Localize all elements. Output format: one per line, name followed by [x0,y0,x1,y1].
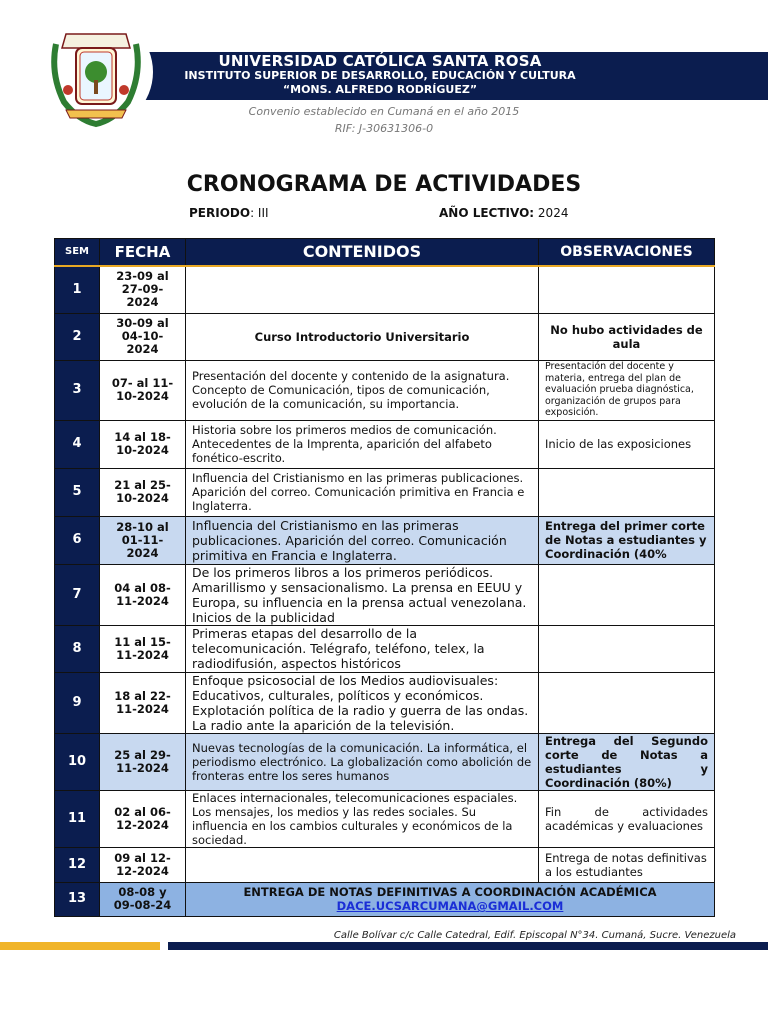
obs-cell [539,266,715,313]
sem-cell: 13 [55,882,100,916]
table-row [55,733,715,790]
table-header-row [55,239,715,267]
sem-cell: 8 [55,625,100,672]
contenido-cell: Curso Introductorio Universitario [186,313,539,360]
institute-name: INSTITUTO SUPERIOR DE DESARROLLO, EDUCACIÓN Y CULTURA [184,69,576,82]
obs-cell: Fin de actividades académicas y evaluaciones [539,790,715,847]
sem-cell: 2 [55,313,100,360]
fecha-cell: 18 al 22-11-2024 [100,672,186,733]
contenido-cell: De los primeros libros a los primeros periódicos. Amarillismo y sensacionalismo. La prensa en EEUU y Europa, su influencia en la prensa actual venezolana. Inicios de la publicidad [186,564,539,625]
obs-cell: Entrega del primer corte de Notas a estudiantes y Coordinación (40% [539,516,715,564]
ano-value: 2024 [537,206,569,220]
obs-cell [539,672,715,733]
table-row [55,468,715,516]
obs-cell [539,564,715,625]
university-seal-logo [38,14,154,130]
fecha-cell: 11 al 15-11-2024 [100,625,186,672]
sem-cell: 4 [55,420,100,468]
header-observaciones: OBSERVACIONES [539,239,715,267]
table-row [55,672,715,733]
institute-honoree: “MONS. ALFREDO RODRÍGUEZ” [282,83,478,96]
fecha-cell: 08-08 y 09-08-24 [100,882,186,916]
contenido-cell: Historia sobre los primeros medios de comunicación. Antecedentes de la Imprenta, aparición del alfabeto fonético-escrito. [186,420,539,468]
final-delivery-text: ENTREGA DE NOTAS DEFINITIVAS A COORDINACIÓN ACADÉMICA [243,885,657,899]
table-row [55,847,715,882]
obs-cell: Entrega del Segundo corte de Notas a estudiantes y Coordinación (80%) [539,733,715,790]
sem-cell: 3 [55,360,100,420]
fecha-cell: 09 al 12-12-2024 [100,847,186,882]
footer-address: Calle Bolívar c/c Calle Catedral, Edif. Episcopal N°34. Cumaná, Sucre. Venezuela [333,930,736,941]
table-row [55,625,715,672]
contenido-cell [186,847,539,882]
dace-email-link[interactable]: DACE.UCSARCUMANA@GMAIL.COM [336,899,564,913]
fecha-cell: 28-10 al 01-11-2024 [100,516,186,564]
contenido-cell: Presentación del docente y contenido de la asignatura. Concepto de Comunicación, tipos de comunicación, evolución de la comunicación, su importancia. [186,360,539,420]
table-row [55,266,715,313]
header-sem: SEM [55,239,100,267]
document-title: CRONOGRAMA DE ACTIVIDADES [186,172,582,197]
fecha-cell: 07- al 11-10-2024 [100,360,186,420]
obs-cell [539,468,715,516]
sem-cell: 5 [55,468,100,516]
fecha-cell: 04 al 08-11-2024 [100,564,186,625]
table-row [55,516,715,564]
sem-cell: 6 [55,516,100,564]
header-contenidos: CONTENIDOS [186,239,539,267]
sem-cell: 10 [55,733,100,790]
periodo-value: : III [250,206,269,220]
sem-cell: 1 [55,266,100,313]
sem-cell: 9 [55,672,100,733]
contenido-cell: Influencia del Cristianismo en las primeras publicaciones. Aparición del correo. Comunicación primitiva en Francia e Inglaterra. [186,468,539,516]
table-row [55,564,715,625]
rif-text: RIF: J-30631306-0 [334,122,434,135]
footer-gold-bar [0,942,160,950]
table-row [55,882,715,916]
fecha-cell: 21 al 25-10-2024 [100,468,186,516]
contenido-cell [186,266,539,313]
final-delivery-cell [186,882,715,916]
contenido-cell: Primeras etapas del desarrollo de la telecomunicación. Telégrafo, teléfono, telex, la radiodifusión, aspectos históricos [186,625,539,672]
contenido-cell: Enlaces internacionales, telecomunicaciones espaciales. Los mensajes, los medios y las redes sociales. Su influencia en los cambios culturales y económicos de la sociedad. [186,790,539,847]
fecha-cell: 02 al 06-12-2024 [100,790,186,847]
obs-cell: Entrega de notas definitivas a los estudiantes [539,847,715,882]
fecha-cell: 14 al 18-10-2024 [100,420,186,468]
table-row [55,790,715,847]
fecha-cell: 23-09 al 27-09-2024 [100,266,186,313]
ano-lectivo [439,206,568,220]
ano-label: AÑO LECTIVO: [439,206,535,220]
fecha-cell: 30-09 al 04-10-2024 [100,313,186,360]
contenido-cell: Influencia del Cristianismo en las primeras publicaciones. Aparición del correo. Comunicación primitiva en Francia e Inglaterra. [186,516,539,564]
header-fecha: FECHA [100,239,186,267]
sem-cell: 12 [55,847,100,882]
sem-cell: 7 [55,564,100,625]
obs-cell: Presentación del docente y materia, entrega del plan de evaluación prueba diagnóstica, organización de grupos para exposición. [539,360,715,420]
table-row [55,360,715,420]
periodo [189,206,269,220]
table-row [55,313,715,360]
convenio-text: Convenio establecido en Cumaná en el año 2015 [248,105,520,118]
table-row [55,420,715,468]
obs-cell [539,625,715,672]
periodo-label: PERIODO [189,206,251,220]
schedule-table [54,238,715,917]
footer-navy-bar [168,942,768,950]
fecha-cell: 25 al 29-11-2024 [100,733,186,790]
obs-cell: Inicio de las exposiciones [539,420,715,468]
sem-cell: 11 [55,790,100,847]
contenido-cell: Enfoque psicosocial de los Medios audiovisuales: Educativos, culturales, políticos y económicos. Explotación política de la radio y guerra de las ondas. La radio ante la aparición de la televisión. [186,672,539,733]
obs-cell: No hubo actividades de aula [539,313,715,360]
contenido-cell: Nuevas tecnologías de la comunicación. La informática, el periodismo electrónico. La globalización como abolición de fronteras entre los seres humanos [186,733,539,790]
university-name: UNIVERSIDAD CATÓLICA SANTA ROSA [218,52,542,70]
